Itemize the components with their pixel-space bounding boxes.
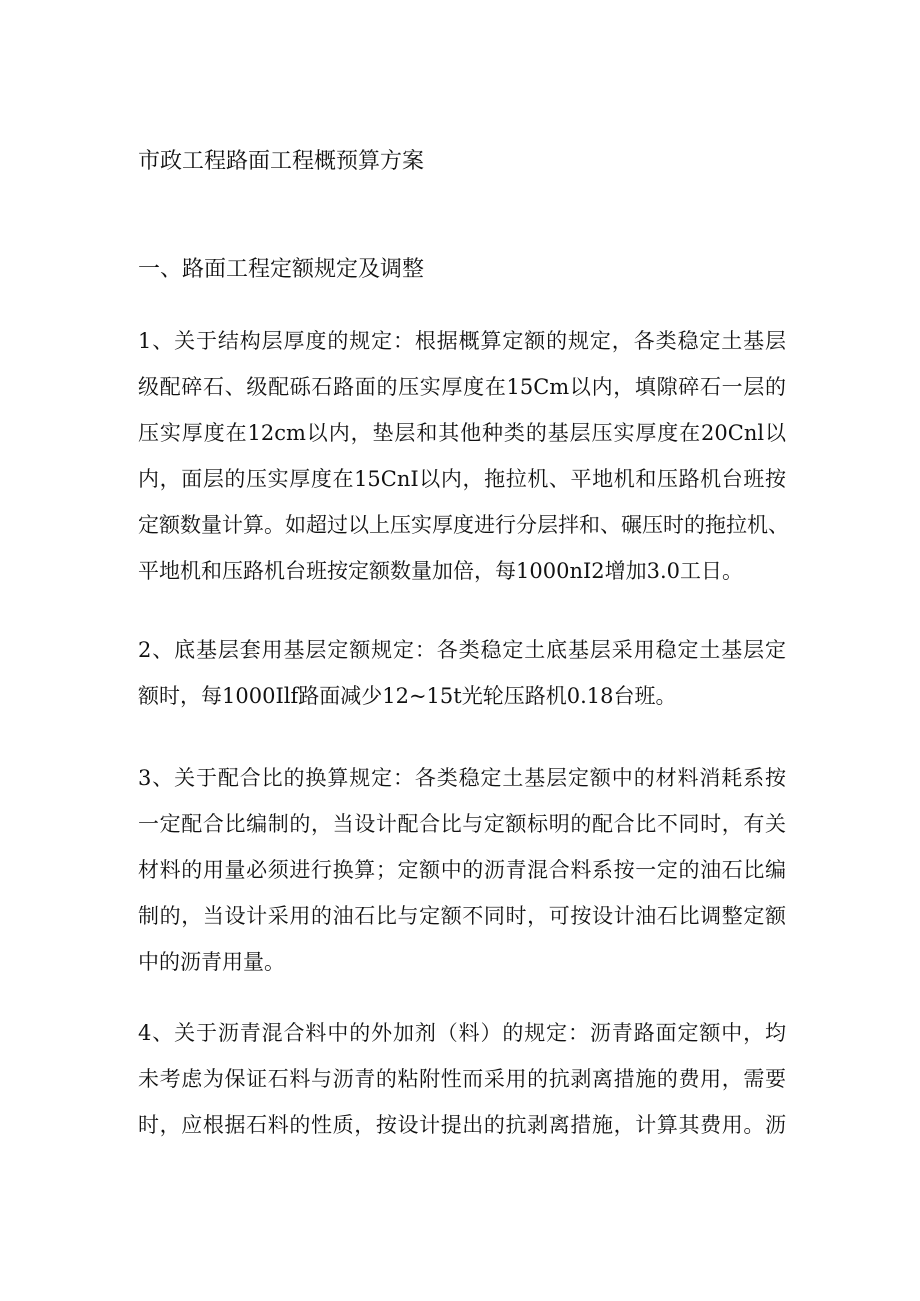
paragraph-line: 材料的用量必须进行换算；定额中的沥青混合料系按一定的油石比编 <box>138 858 786 882</box>
paragraph-line: 定额数量计算。如超过以上压实厚度进行分层拌和、碾压时的拖拉机、 <box>138 513 789 537</box>
paragraph-line: 平地机和压路机台班按定额数量加倍，每1000nI2增加3.0工日。 <box>138 559 744 583</box>
paragraph-line: 中的沥青用量。 <box>138 950 285 974</box>
paragraph-line: 一定配合比编制的，当设计配合比与定额标明的配合比不同时，有关 <box>138 812 786 836</box>
paragraph-line: 1、关于结构层厚度的规定：根据概算定额的规定，各类稳定土基层 <box>138 329 786 353</box>
paragraph-line: 制的，当设计采用的油石比与定额不同时，可按设计油石比调整定额 <box>138 904 786 928</box>
paragraph-subbase-quota <box>138 627 786 719</box>
paragraph-line: 压实厚度在12cm以内，垫层和其他种类的基层压实厚度在20Cnl以 <box>138 421 786 445</box>
section-heading: 一、路面工程定额规定及调整 <box>138 257 425 282</box>
paragraph-line: 未考虑为保证石料与沥青的粘附性而采用的抗剥离措施的费用，需要 <box>138 1067 786 1091</box>
paragraph-line: 3、关于配合比的换算规定：各类稳定土基层定额中的材料消耗系按 <box>138 766 786 790</box>
paragraph-asphalt-additive <box>138 1010 786 1148</box>
paragraph-structure-thickness <box>138 318 789 594</box>
paragraph-line: 额时，每1000Ilf路面减少12~15t光轮压路机0.18台班。 <box>138 684 677 708</box>
paragraph-line: 4、关于沥青混合料中的外加剂（料）的规定：沥青路面定额中，均 <box>138 1021 786 1045</box>
paragraph-line: 时，应根据石料的性质，按设计提出的抗剥离措施，计算其费用。沥 <box>138 1113 786 1137</box>
paragraph-line: 级配碎石、级配砾石路面的压实厚度在15Cm以内，填隙碎石一层的 <box>138 375 786 399</box>
paragraph-line: 内，面层的压实厚度在15CnI以内，拖拉机、平地机和压路机台班按 <box>138 467 786 491</box>
paragraph-mix-ratio <box>138 755 786 985</box>
paragraph-line: 2、底基层套用基层定额规定：各类稳定土底基层采用稳定土基层定 <box>138 638 786 662</box>
document-title: 市政工程路面工程概预算方案 <box>138 149 425 174</box>
